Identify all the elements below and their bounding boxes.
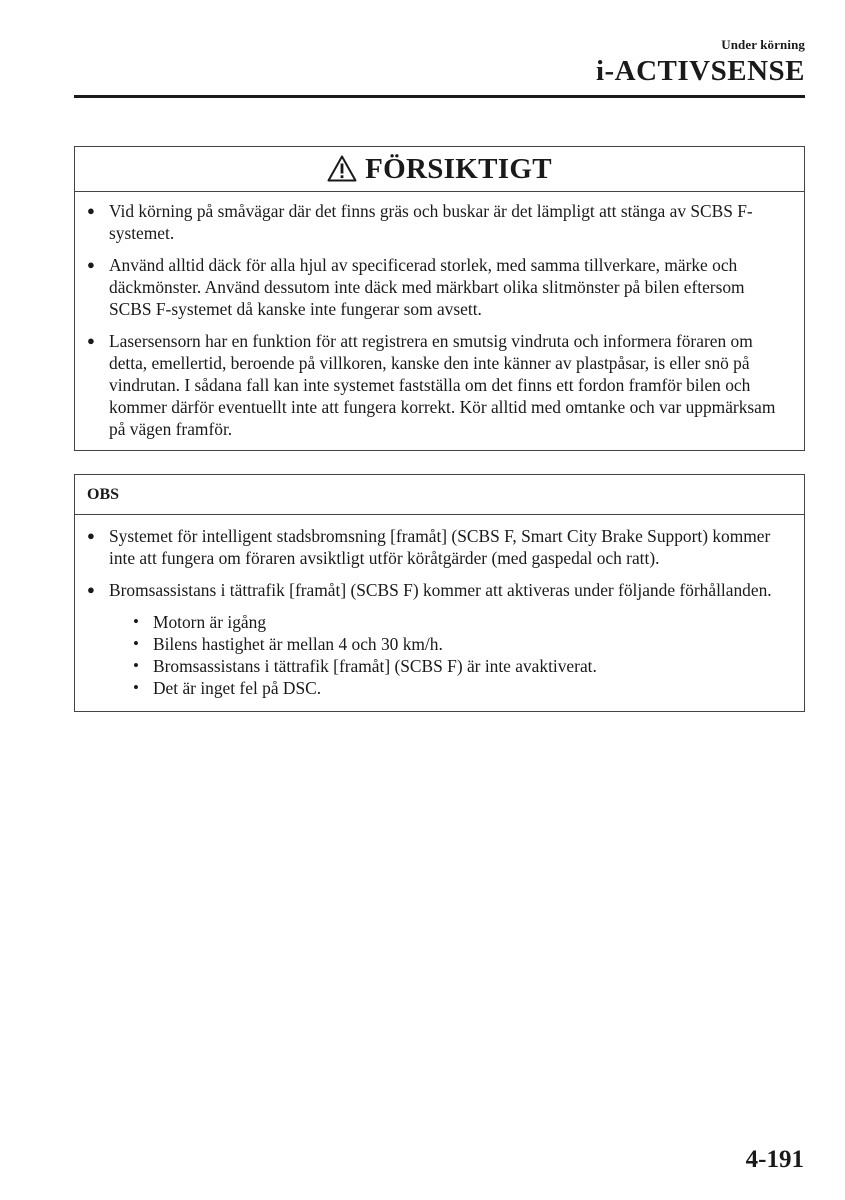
obs-subitem-text: Bromsassistans i tättrafik [framåt] (SCBS F) är inte avaktiverat. (153, 656, 597, 676)
obs-item (87, 579, 784, 699)
caution-item-text: Använd alltid däck för alla hjul av specificerad storlek, med samma tillverkare, märke och däckmönster. Använd dessutom inte däck med märkbart olika slitmönster på bilen eftersom SCBS F-systemet då kanske inte fungerar som avsett. (109, 255, 745, 319)
obs-subitem (133, 633, 784, 655)
caution-title: FÖRSIKTIGT (365, 152, 552, 185)
caution-header (75, 147, 804, 192)
warning-triangle-icon (327, 155, 357, 182)
header-rule (74, 95, 805, 98)
bullet-icon: ● (87, 257, 95, 272)
bullet-icon: ● (87, 582, 95, 597)
caution-item-text: Lasersensorn har en funktion för att registrera en smutsig vindruta och informera föraren om detta, emellertid, beroende på villkoren, kanske den inte känner av plastpåsar, is eller snö på vindrutan. I sådana fall kan inte systemet fastställa om det finns ett fordon framför bilen och kommer därför eventuellt inte att fungera korrekt. Kör alltid med omtanke och var uppmärksam på vägen framför. (109, 331, 776, 439)
sub-bullet-icon: • (133, 678, 139, 697)
obs-body (75, 515, 804, 711)
obs-header: OBS (75, 475, 804, 515)
obs-box (74, 474, 805, 712)
chapter-title: i-ACTIVSENSE (595, 55, 805, 87)
obs-subitem-text: Det är inget fel på DSC. (153, 678, 322, 698)
section-label: Under körning (721, 37, 805, 52)
caution-body (75, 192, 804, 450)
bullet-icon: ● (87, 333, 95, 348)
caution-item-text: Vid körning på småvägar där det finns gräs och buskar är det lämpligt att stänga av SCBS F-systemet. (109, 201, 753, 243)
obs-subitem-text: Motorn är igång (153, 612, 267, 632)
obs-subitem-text: Bilens hastighet är mellan 4 och 30 km/h. (153, 634, 443, 654)
obs-subitem (133, 677, 784, 699)
sub-bullet-icon: • (133, 656, 139, 675)
sub-bullet-icon: • (133, 634, 139, 653)
caution-box (74, 146, 805, 451)
page-number: 4-191 (745, 1146, 804, 1173)
obs-item-text: Bromsassistans i tättrafik [framåt] (SCBS F) kommer att aktiveras under följande förhållanden. (109, 580, 772, 600)
obs-item-text: Systemet för intelligent stadsbromsning [framåt] (SCBS F, Smart City Brake Support) kommer inte att fungera om föraren avsiktligt utför köråtgärder (med gaspedal och ratt). (109, 526, 771, 568)
sub-bullet-icon: • (133, 612, 139, 631)
obs-item (87, 525, 784, 569)
bullet-icon: ● (87, 528, 95, 543)
obs-subitem (133, 611, 784, 633)
bullet-icon: ● (87, 203, 95, 218)
caution-item (87, 200, 784, 244)
obs-sublist (109, 611, 784, 699)
obs-subitem (133, 655, 784, 677)
caution-item (87, 330, 784, 440)
caution-item (87, 254, 784, 320)
